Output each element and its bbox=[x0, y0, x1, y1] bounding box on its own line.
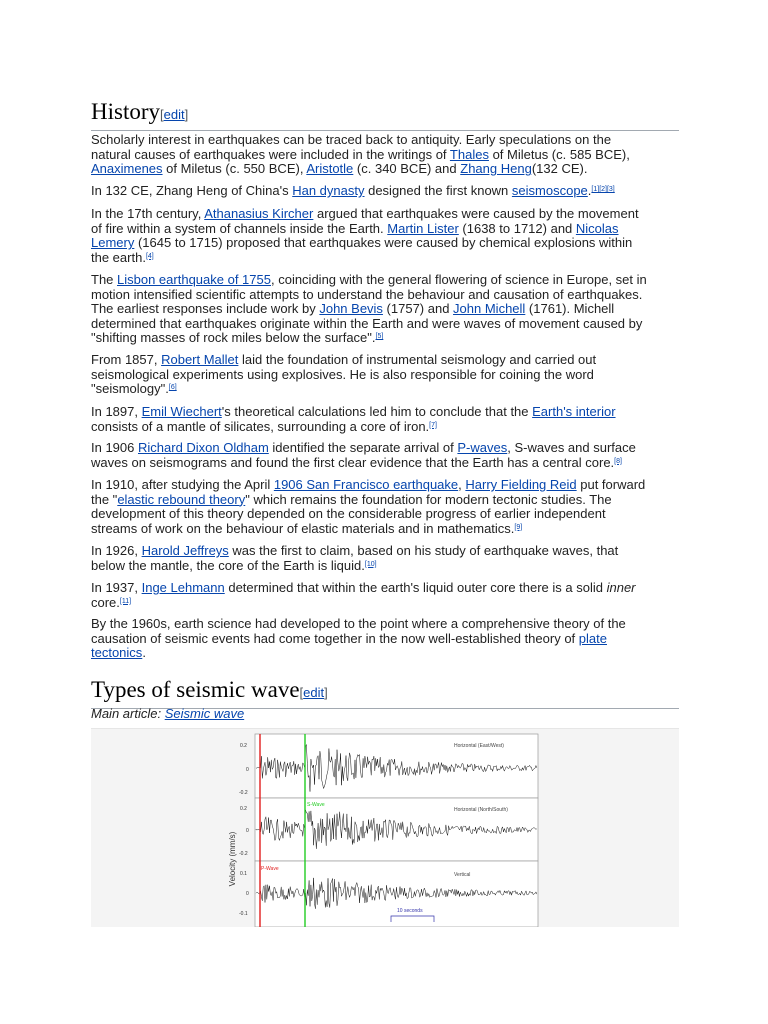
link-harry-fielding-reid[interactable]: Harry Fielding Reid bbox=[465, 477, 577, 492]
section-heading-history bbox=[91, 98, 679, 131]
paragraph: In 1926, Harold Jeffreys was the first to claim, based on his study of earthquake waves, that below the mantle, the core of the Earth is liquid.[10] bbox=[91, 543, 619, 573]
y-tick-label: -0.1 bbox=[239, 911, 248, 917]
paragraph: In 1937, Inge Lehmann determined that within the earth's liquid outer core there is a solid inner core.[11] bbox=[91, 580, 636, 610]
citation-link[interactable]: [5] bbox=[375, 333, 384, 341]
panel-label: Horizontal (North/South) bbox=[454, 807, 508, 813]
y-tick-label: 0 bbox=[246, 828, 249, 834]
link-harold-jeffreys[interactable]: Harold Jeffreys bbox=[141, 543, 229, 558]
link-nicolas-lemery[interactable]: Nicolas Lemery bbox=[91, 220, 619, 251]
y-tick-label: 0 bbox=[246, 891, 249, 897]
citation-link[interactable]: [9] bbox=[514, 523, 523, 531]
citation-link[interactable]: [7] bbox=[429, 421, 437, 429]
section-title: Types of seismic wave bbox=[91, 677, 300, 702]
link-john-michell[interactable]: John Michell bbox=[453, 301, 526, 317]
paragraph: In 1906 Richard Dixon Oldham identified the separate arrival of P-waves, S-waves and surface waves on seismograms and found the first clear evidence that the Earth has a central core.[8] bbox=[91, 440, 636, 470]
s-wave-label: S-Wave bbox=[307, 802, 325, 808]
link-1906-san-francisco-earthquake[interactable]: 1906 San Francisco earthquake bbox=[273, 477, 459, 492]
seismogram-figure bbox=[91, 728, 679, 927]
y-tick-label: 0.2 bbox=[240, 806, 247, 812]
link-emil-wiechert[interactable]: Emil Wiechert bbox=[141, 404, 222, 419]
link-john-bevis[interactable]: John Bevis bbox=[319, 301, 383, 317]
seismogram-panel-1 bbox=[239, 734, 538, 798]
link-zhang-heng[interactable]: Zhang Heng bbox=[460, 161, 532, 177]
paragraph: The Lisbon earthquake of 1755, coinciding with the general flowering of science in Europe, set in motion intensified scientific attempts to understand the behaviour and causation of earthquakes. The earliest responses include work by John Bevis (1757) and John Michell (1761). Michell determined that earthquakes originate within the Earth and were waves of movement caused by "shifting masses of rock miles below the surface".[5] bbox=[91, 272, 647, 346]
paragraph: In 132 CE, Zhang Heng of China's Han dynasty designed the first known seismoscope.[1][2][3] bbox=[91, 183, 615, 198]
paragraph: Scholarly interest in earthquakes can be traced back to antiquity. Early speculations on the natural causes of earthquakes were included in the writings of Thales of Miletus (c. 585 BCE), Anaximenes of Miletus (c. 550 BCE), Aristotle (c. 340 BCE) and Zhang Heng(132 CE). bbox=[91, 132, 630, 177]
scale-label: 10 seconds bbox=[397, 908, 423, 914]
link-athanasius-kircher[interactable]: Athanasius Kircher bbox=[204, 206, 314, 221]
link-lisbon-earthquake[interactable]: Lisbon earthquake of 1755 bbox=[117, 272, 271, 287]
link-anaximenes[interactable]: Anaximenes bbox=[91, 161, 163, 177]
p-wave-label: P-Wave bbox=[261, 866, 279, 872]
y-tick-label: 0.1 bbox=[240, 871, 247, 877]
link-plate-tectonics[interactable]: plate tectonics bbox=[91, 630, 607, 661]
link-martin-lister[interactable]: Martin Lister bbox=[387, 220, 459, 236]
link-earths-interior[interactable]: Earth's interior bbox=[532, 404, 616, 419]
link-thales[interactable]: Thales bbox=[449, 146, 489, 162]
paragraph: In 1910, after studying the April 1906 San Francisco earthquake, Harry Fielding Reid put forward the "elastic rebound theory" which remains the foundation for modern tectonic studies. The development of this theory depended on the considerable progress of earlier independent streams of work on the behaviour of elastic materials and in mathematics.[9] bbox=[91, 477, 646, 536]
link-seismic-wave[interactable]: Seismic wave bbox=[164, 706, 245, 721]
edit-bracket-open: [ bbox=[299, 685, 304, 700]
link-robert-mallet[interactable]: Robert Mallet bbox=[161, 352, 239, 367]
paragraph: By the 1960s, earth science had developed to the point where a comprehensive theory of the causation of seismic events had come together in the now well-established theory of plate tectonics. bbox=[91, 616, 626, 661]
link-seismoscope[interactable]: seismoscope bbox=[511, 183, 588, 198]
citation-link[interactable]: [1][2][3] bbox=[591, 186, 615, 193]
link-elastic-rebound-theory[interactable]: elastic rebound theory bbox=[117, 491, 246, 507]
y-tick-label: -0.2 bbox=[239, 851, 248, 857]
citation-link[interactable]: [10] bbox=[364, 560, 377, 568]
y-axis-label: Velocity (mm/s) bbox=[228, 831, 237, 887]
y-tick-label: -0.2 bbox=[239, 790, 248, 796]
citation-link[interactable]: [6] bbox=[168, 384, 177, 392]
link-p-waves[interactable]: P-waves bbox=[457, 440, 508, 455]
citation-link[interactable]: [4] bbox=[145, 252, 154, 260]
paragraph: From 1857, Robert Mallet laid the foundation of instrumental seismology and carried out seismological experiments using explosives. He is also responsible for coining the word "seismology".[6] bbox=[91, 352, 597, 397]
link-han-dynasty[interactable]: Han dynasty bbox=[292, 183, 365, 198]
seismogram-image bbox=[221, 731, 541, 927]
seismogram-panel-2 bbox=[239, 798, 538, 861]
hatnote-main-article: Main article: Seismic wave bbox=[91, 706, 245, 721]
edit-bracket-close: ] bbox=[324, 685, 328, 700]
edit-section-wrapper bbox=[300, 685, 328, 700]
section-title: History bbox=[91, 99, 160, 124]
panel-label: Vertical bbox=[454, 872, 471, 878]
paragraph: In 1897, Emil Wiechert's theoretical calculations led him to conclude that the Earth's interior consists of a mantle of silicates, surrounding a core of iron.[7] bbox=[91, 404, 616, 434]
citation-link[interactable]: [11] bbox=[119, 597, 132, 605]
link-inge-lehmann[interactable]: Inge Lehmann bbox=[141, 580, 225, 595]
edit-section-link[interactable]: edit bbox=[163, 107, 185, 122]
y-tick-label: 0 bbox=[246, 767, 249, 773]
section-heading-types-of-seismic-wave bbox=[91, 676, 679, 709]
edit-bracket-close: ] bbox=[184, 107, 189, 122]
edit-bracket-open: [ bbox=[160, 107, 164, 122]
y-tick-label: 0.2 bbox=[240, 743, 247, 749]
citation-link[interactable]: [8] bbox=[614, 457, 622, 465]
link-aristotle[interactable]: Aristotle bbox=[306, 161, 354, 177]
link-richard-dixon-oldham[interactable]: Richard Dixon Oldham bbox=[138, 440, 269, 455]
paragraph: In the 17th century, Athanasius Kircher argued that earthquakes were caused by the movement of fire within a system of channels inside the Earth. Martin Lister (1638 to 1712) and Nicolas Lemery (1645 to 1715) proposed that earthquakes were caused by chemical explosions within the earth.[4] bbox=[91, 206, 639, 265]
edit-section-link[interactable]: edit bbox=[303, 685, 325, 700]
edit-section-wrapper bbox=[160, 107, 188, 122]
seismogram-panel-3 bbox=[239, 861, 538, 927]
panel-label: Horizontal (East/West) bbox=[454, 743, 504, 749]
